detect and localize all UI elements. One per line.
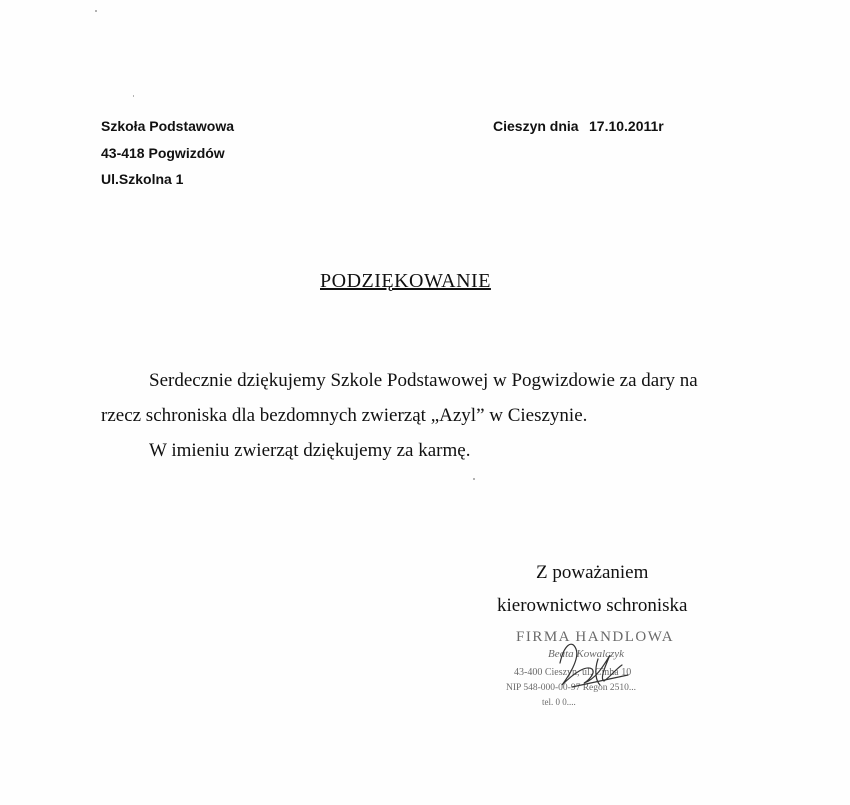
- place-date-label: Cieszyn dnia: [493, 118, 579, 134]
- closing-greeting: Z poważaniem: [536, 562, 649, 583]
- closing-signatory: kierownictwo schroniska: [497, 595, 688, 616]
- body-line-1: Serdecznie dziękujemy Szkole Podstawowej w Pogwizdowie za dary na: [149, 370, 698, 391]
- sender-street: Ul.Szkolna 1: [101, 171, 184, 187]
- stamp-line-3: 43-400 Cieszyn, ul. Cinha 10: [514, 667, 632, 678]
- stamp-line-5: tel. 0 0....: [542, 697, 576, 707]
- stamp-line-2: Beata Kowalczyk: [548, 648, 625, 660]
- sender-name: Szkoła Podstawowa: [101, 118, 235, 134]
- stamp-line-1: FIRMA HANDLOWA: [516, 629, 675, 645]
- document-date: 17.10.2011r: [589, 118, 664, 134]
- scan-speck: [133, 95, 134, 97]
- body-line-3: W imieniu zwierząt dziękujemy za karmę.: [149, 440, 471, 461]
- stamp-line-4: NIP 548-000-00-97 Regon 2510...: [506, 683, 636, 693]
- scan-speck: [95, 10, 97, 12]
- document-title: PODZIĘKOWANIE: [320, 270, 491, 292]
- company-stamp-with-signature: [500, 625, 700, 715]
- sender-postal-city: 43-418 Pogwizdów: [101, 145, 225, 161]
- body-line-2: rzecz schroniska dla bezdomnych zwierząt „Azyl” w Cieszynie.: [101, 405, 588, 426]
- scan-speck: [473, 478, 475, 480]
